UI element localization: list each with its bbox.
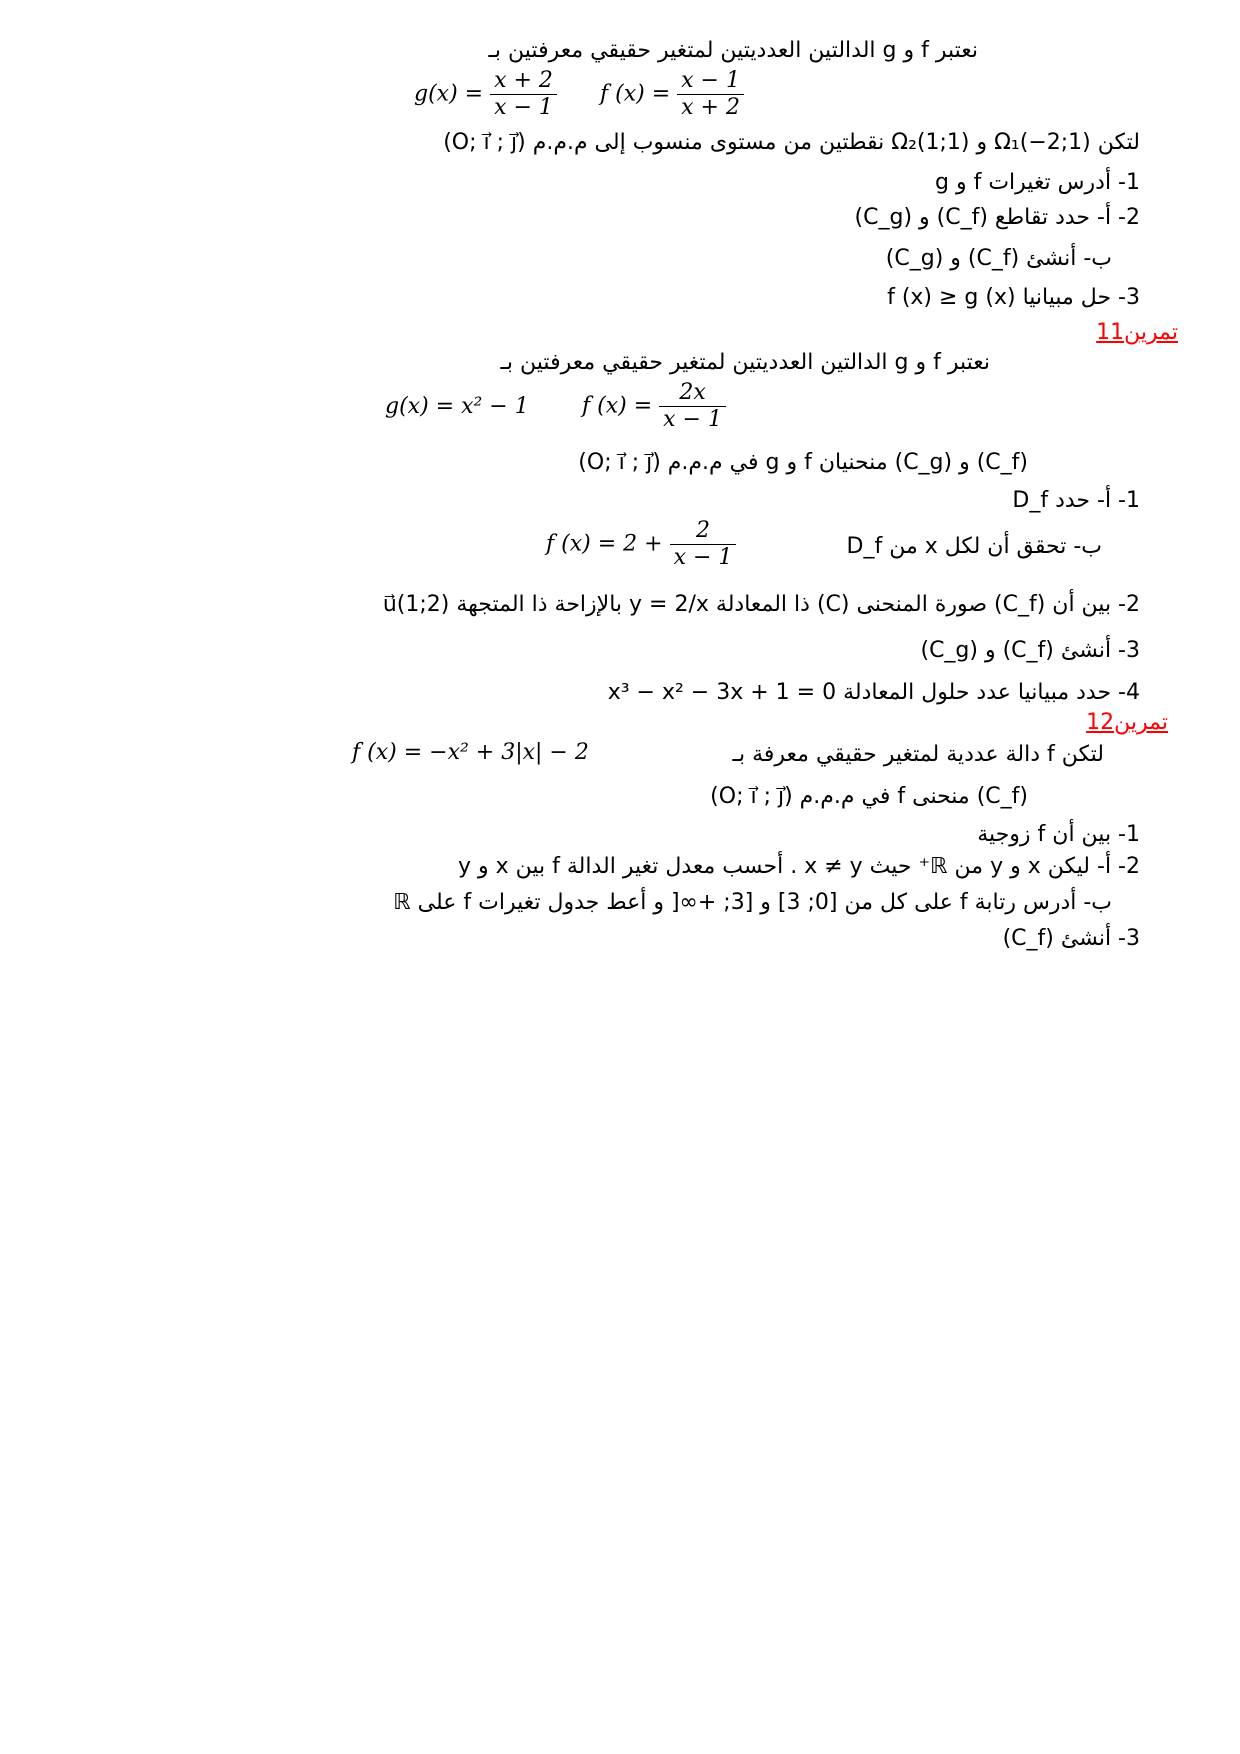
block1-q1: 1- أدرس تغيرات f و g [935,170,1140,195]
ex12-title: تمرين12 [1086,710,1168,735]
ex11-q1b-num: 2 [670,518,737,545]
formula-f-num: x − 1 [677,68,744,95]
ex11-intro: نعتبر f و g الدالتين العدديتين لمتغير حقيقي معرفتين بـ [500,350,990,375]
block1-q2b: ب- أنشئ (C_f) و (C_g) [885,246,1112,271]
ex11-q4: 4- حدد مبيانيا عدد حلول المعادلة x³ − x² − 3x + 1 = 0 [607,680,1140,705]
formula-g [414,68,557,121]
formula-f-den: x + 2 [681,95,740,120]
ex11-q1b-den: x − 1 [673,545,733,570]
ex11-curves: (C_f) و (C_g) منحنيان f و g في م.م.م (O; i⃗ ; j⃗) [578,450,1028,475]
formula-f-lhs: f (x) = [600,81,671,107]
ex11-q1b: ب- تحقق أن لكل x من D_f [846,534,1102,559]
ex12-q3: 3- أنشئ (C_f) [1002,926,1140,951]
block1-q3: 3- حل مبيانيا f (x) ≥ g (x) [887,285,1140,310]
ex11-q1a: 1- أ- حدد D_f [1012,488,1140,513]
ex12-q2a: 2- أ- ليكن x و y من ℝ⁺ حيث x ≠ y . أحسب معدل تغير الدالة f بين x و y [457,854,1140,879]
block1-omega-line: لتكن Ω₁(−2;1) و Ω₂(1;1) نقطتين من مستوى منسوب إلى م.م.م (O; i⃗ ; j⃗) [443,130,1140,155]
block1-intro: نعتبر f و g الدالتين العدديتين لمتغير حقيقي معرفتين بـ [488,38,978,63]
ex12-q1: 1- بين أن f زوجية [977,822,1140,847]
ex11-q1b-lhs: f (x) = 2 + [546,531,663,557]
block1-q2a: 2- أ- حدد تقاطع (C_f) و (C_g) [854,205,1140,230]
ex11-q3: 3- أنشئ (C_f) و (C_g) [920,638,1140,663]
ex12-q2b: ب- أدرس رتابة f على كل من [0; 3] و [3; +∞[ و أعط جدول تغيرات f على ℝ [393,890,1112,915]
ex12-formula: f (x) = −x² + 3|x| − 2 [352,740,589,765]
formula-g-lhs: g(x) = [414,81,484,107]
ex11-formula-f-num: 2x [659,380,726,407]
ex12-intro: لتكن f دالة عددية لمتغير حقيقي معرفة بـ [732,742,1104,767]
ex11-formula-g: g(x) = x² − 1 [385,394,529,419]
ex11-formula-f-den: x − 1 [663,407,722,432]
formula-g-den: x − 1 [494,95,553,120]
ex11-formula-f [582,380,726,433]
ex11-title: تمرين11 [1096,320,1178,345]
ex11-q2: 2- بين أن (C_f) صورة المنحنى (C) ذا المعادلة y = 2/x بالإزاحة ذا المتجهة u⃗(1;2) [382,592,1140,617]
ex11-q1b-formula [546,518,736,571]
formula-f [600,68,744,121]
formula-g-num: x + 2 [490,68,557,95]
ex11-formula-f-lhs: f (x) = [582,393,653,419]
ex12-curve: (C_f) منحنى f في م.م.م (O; i⃗ ; j⃗) [710,784,1028,809]
